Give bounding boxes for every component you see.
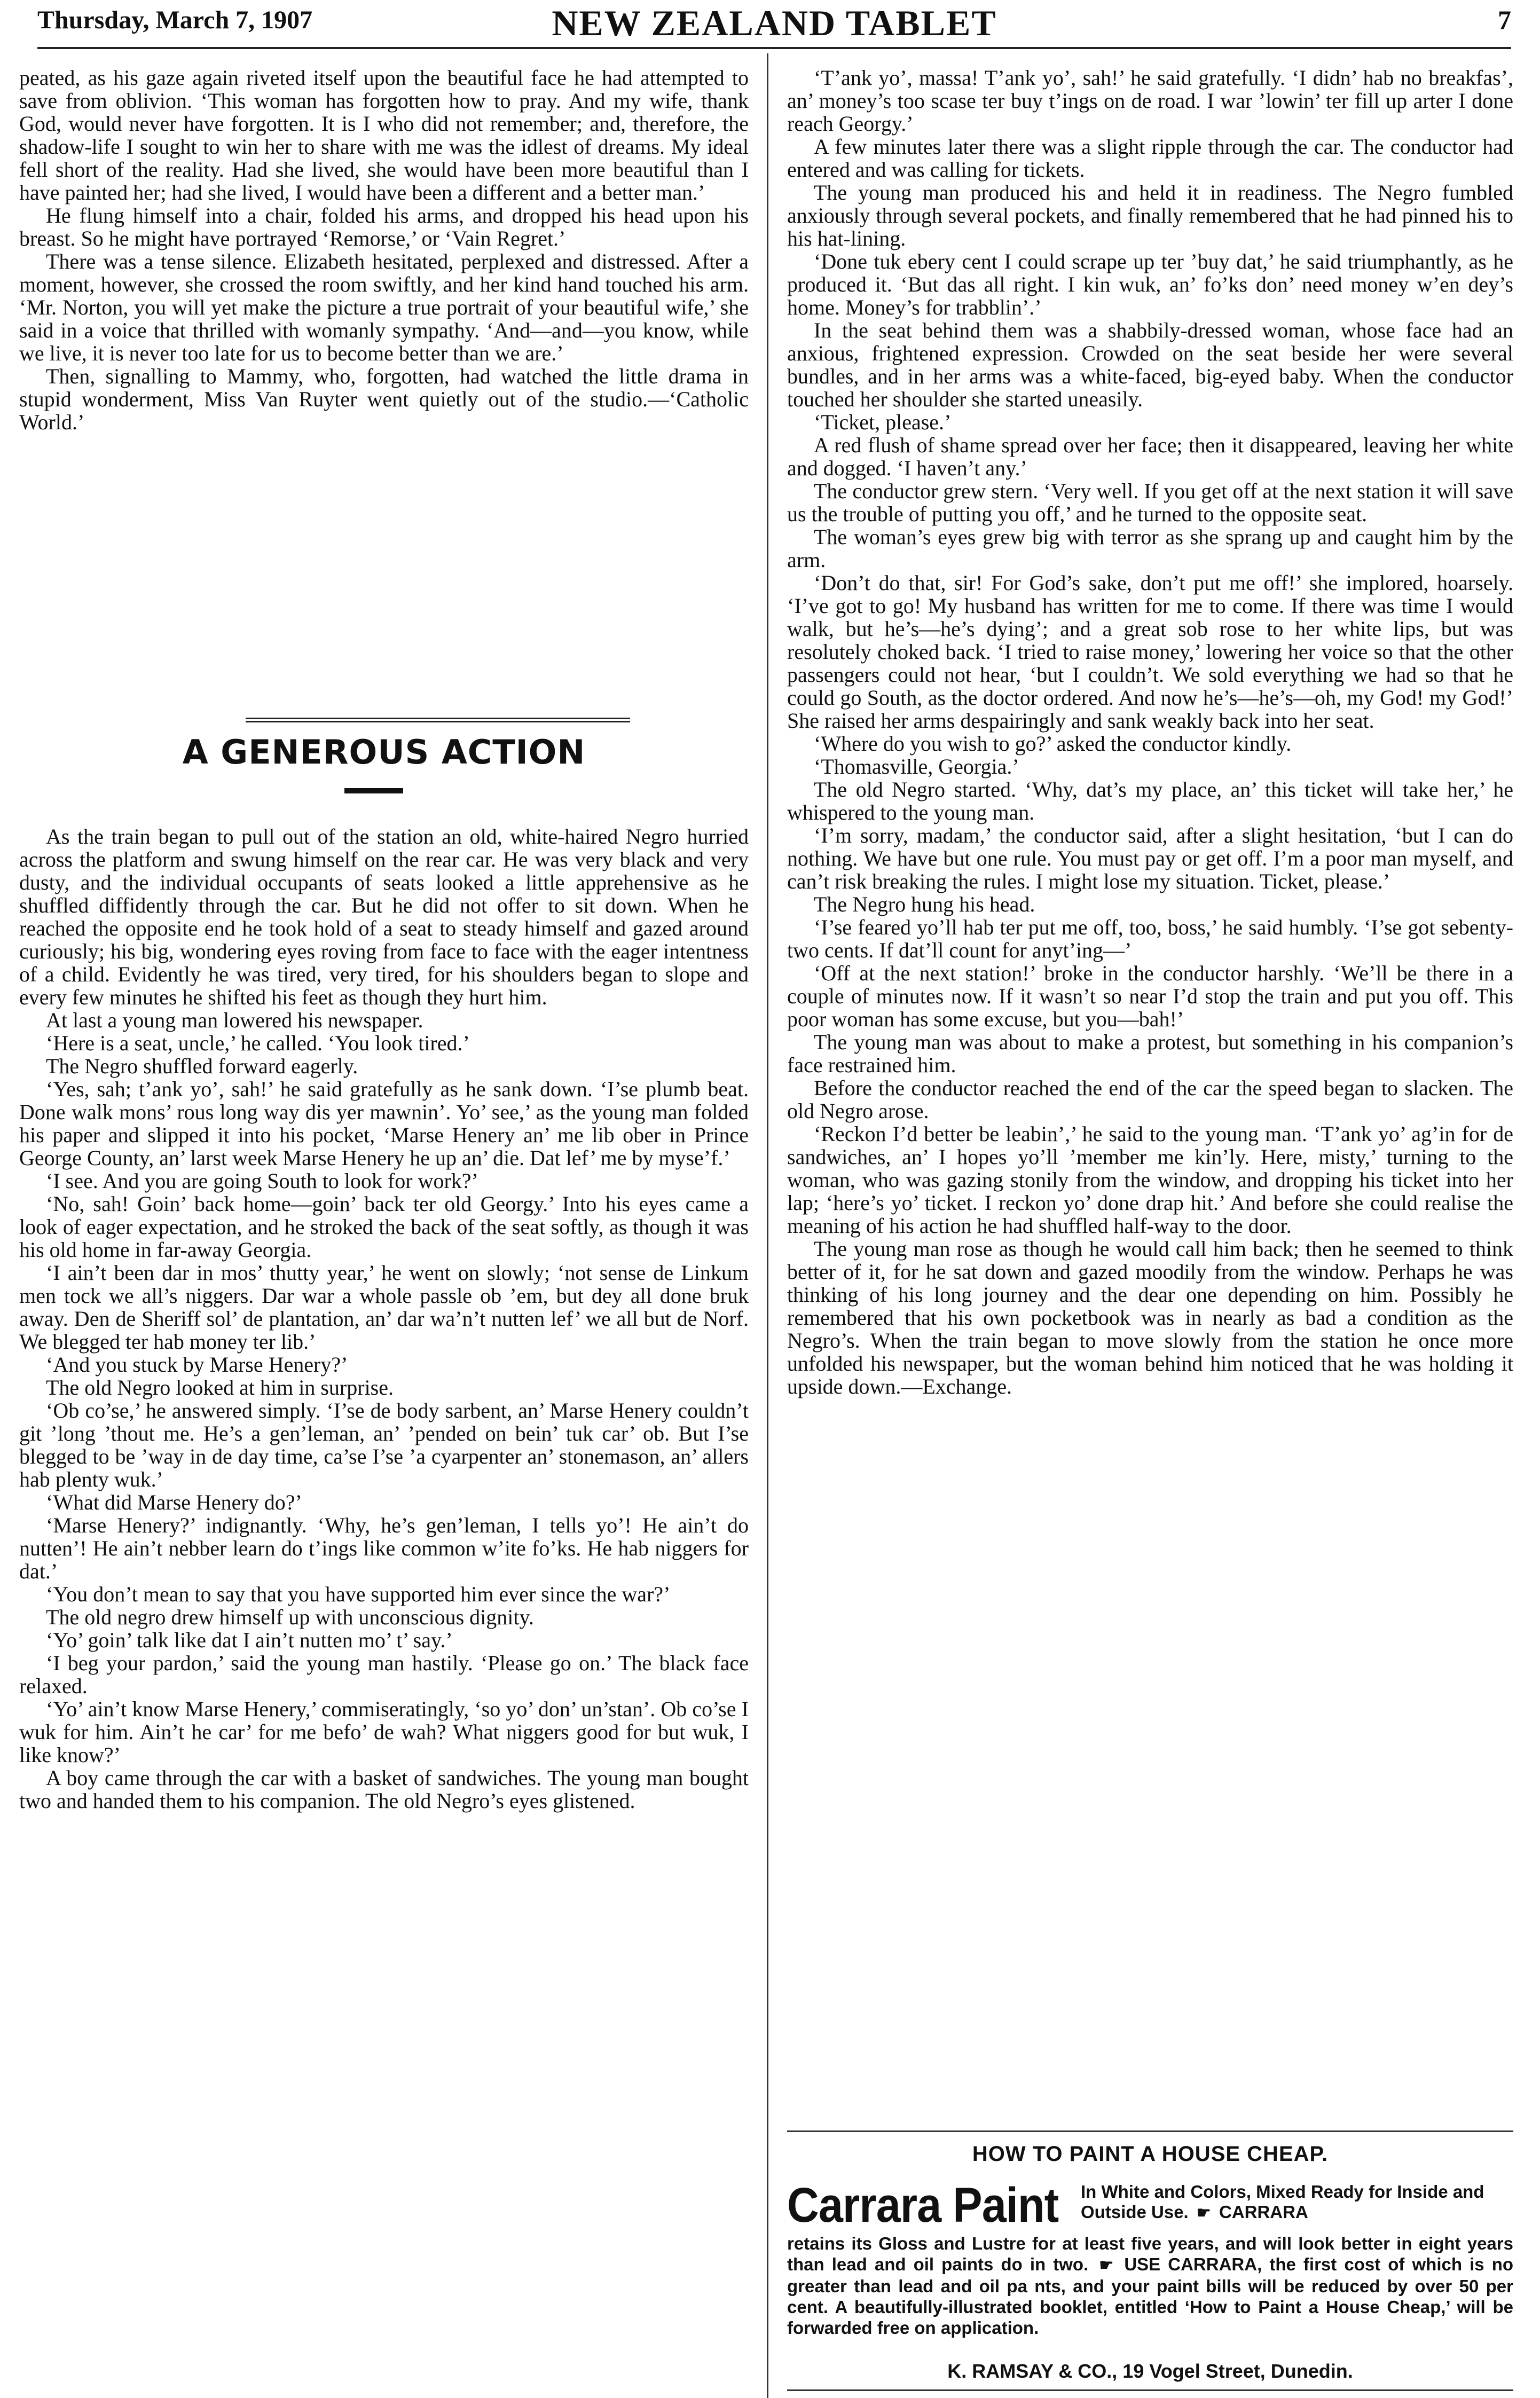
article-paragraph: The young man produced his and held it in readiness. The Negro fumbled anxiously through several pockets, and finally remembered that he had pinned his to his hat-lining. xyxy=(787,180,1513,250)
ad-body-2: USE CARRARA, the first cost of which is no greater than lead and oil pa nts, and your paint bills will be reduced by over 50 per cent. A beautifully-illustrated booklet, entitled ‘How to Paint a House Cheap,’ will be forwarded free on application. xyxy=(787,2254,1514,2338)
ad-heading: HOW TO PAINT A HOUSE CHEAP. xyxy=(972,2142,1329,2166)
article-paragraph: ‘Here is a seat, uncle,’ he called. ‘You look tired.’ xyxy=(46,1031,470,1055)
story-paragraph: Then, signalling to Mammy, who, forgotten, had watched the little drama in stupid wonderment, Miss Van Ruyter went quietly out of the studio.—‘Catholic World.’ xyxy=(19,364,749,434)
article-paragraph: ‘You don’t mean to say that you have supported him ever since the war?’ xyxy=(46,1582,671,1606)
article-paragraph: ‘Yo’ ain’t know Marse Henery,’ commiseratingly, ‘so yo’ don’ un’stan’. Ob co’se I wuk for him. Ain’t he car’ for me befo’ de wah? What niggers good for but wuk, I like know?’ xyxy=(19,1697,749,1767)
article-paragraph: ‘T’ank yo’, massa! T’ank yo’, sah!’ he said gratefully. ‘I didn’ hab no breakfas’, an’ money’s too scase ter buy t’ings on de road. I war ’lowin’ ter fill up arter I done reach Georgy.’ xyxy=(787,66,1513,136)
page-number: 7 xyxy=(1498,5,1511,35)
article-paragraph: ‘No, sah! Goin’ back home—goin’ back ter old Georgy.’ Into his eyes came a look of eager expectation, and he stroked the back of the seat softly, as though it was his old home in far-away Georgia. xyxy=(19,1192,749,1262)
article-paragraph: ‘Yes, sah; t’ank yo’, sah!’ he said gratefully as he sank down. ‘I’se plumb beat. Done walk mons’ rous long way dis yer mawnin’. Yo’ see,’ as the young man folded his paper and slipped it into his pocket, ‘Marse Henery an’ me lib ober in Prince George County, an’ larst week Marse Henery he up an’ die. Dat lef’ me by myse’f.’ xyxy=(19,1077,749,1170)
story-paragraph: peated, as his gaze again riveted itself upon the beautiful face he had attempted to save from oblivion. ‘This woman has forgotten how to pray. And my wife, thank God, would never have forgotten. It is I who did not remember; and, therefore, the shadow-life I sought to win her to share with me was the idlest of dreams. My ideal fell short of the reality. Had she lived, she would have been more beautiful than I have painted her; had she lived, I would have been a different and a better man.’ xyxy=(19,66,749,205)
article-paragraph: ‘I ain’t been dar in mos’ thutty year,’ he went on slowly; ‘not sense de Linkum men tock we all’s niggers. Dar war a whole passle ob ’em, but dey all done bruk away. Den de Sheriff sol’ de plantation, an’ dar wa’n’t nutten lef’ we all but de Norf. We blegged ter hab money ter lib.’ xyxy=(19,1261,749,1354)
ad-side-text-1: In White and Colors, Mixed Ready for Inside and Outside Use. xyxy=(1081,2182,1484,2222)
article-paragraph: At last a young man lowered his newspaper. xyxy=(46,1008,423,1032)
article-paragraph: ‘Where do you wish to go?’ asked the conductor kindly. xyxy=(814,732,1292,756)
headline-rule-top xyxy=(246,718,630,719)
article-paragraph: ‘I see. And you are going South to look for work?’ xyxy=(46,1169,478,1193)
story-paragraph: There was a tense silence. Elizabeth hesitated, perplexed and distressed. After a moment, however, she crossed the room swiftly, and her kind hand touched his arm. ‘Mr. Norton, you will yet make the picture a true portrait of your beautiful wife,’ she said in a voice that thrilled with womanly sympathy. ‘And—and—you know, while we live, it is never too late for us to become better than we are.’ xyxy=(19,249,749,365)
article-paragraph: ‘I’m sorry, madam,’ the conductor said, after a slight hesitation, ‘but I can do nothing. We have but one rule. You must pay or get off. I’m a poor man myself, and can’t risk breaking the rules. I might lose my situation. Ticket, please.’ xyxy=(787,823,1513,893)
ad-bottom-rule xyxy=(787,2389,1513,2391)
article-paragraph: A few minutes later there was a slight ripple through the car. The conductor had entered and was calling for tickets. xyxy=(787,135,1513,182)
article-paragraph: The young man rose as though he would call him back; then he seemed to think better of it, for he sat down and gazed moodily from the window. Perhaps he was thinking of his long journey and the dear one depending on him. Possibly he remembered that his own pocketbook was in nearly as bad a condition as the Negro’s. When the train began to move slowly from the station he once more unfolded his newspaper, but the woman behind him noticed that he was holding it upside down.—Exchange. xyxy=(787,1237,1513,1398)
article-paragraph: The old Negro started. ‘Why, dat’s my place, an’ this ticket will take her,’ he whispered to the young man. xyxy=(787,777,1513,824)
masthead-rule xyxy=(37,47,1511,49)
article-paragraph: As the train began to pull out of the station an old, white-haired Negro hurried across the platform and swung himself on the rear car. He was very black and very dusty, and the individual occupants of seats looked a little apprehensive as he shuffled diffidently through the car. But he did not offer to sit down. When he reached the opposite end he took hold of a seat to steady himself and gazed around curiously; his big, wondering eyes roving from face to face with the eager intentness of a child. Evidently he was tired, very tired, for his shoulders began to slope and every few minutes he shifted his feet as though they hurt him. xyxy=(19,824,749,1009)
article-column-1 xyxy=(19,825,749,1812)
article-paragraph: ‘I’se feared yo’ll hab ter put me off, too, boss,’ he said humbly. ‘I’se got sebenty-two cents. If dat’ll count for anyt’ing—’ xyxy=(787,915,1513,962)
article-paragraph: ‘Marse Henery?’ indignantly. ‘Why, he’s gen’leman, I tells yo’! He ain’t do nutten’! He ain’t nebber learn do t’ings like common w’ite fo’ks. He hab niggers for dat.’ xyxy=(19,1513,749,1583)
article-paragraph: ‘Don’t do that, sir! For God’s sake, don’t put me off!’ she implored, hoarsely. ‘I’ve got to go! My husband has written for me to come. If there was time I would walk, but he’s—he’s dying’; and a great sob rose to her white lips, but was resolutely choked back. ‘I tried to raise money,’ lowering her voice so that the other passengers could not hear, ‘but I couldn’t. We sold everything we had so that he could go South, as the doctor ordered. And now he’s—he’s—oh, my God! my God!’ She raised her arms despairingly and sank weakly back into her seat. xyxy=(787,571,1513,733)
article-paragraph: ‘Ticket, please.’ xyxy=(814,410,952,434)
ad-advertiser: K. RAMSAY & CO., 19 Vogel Street, Dunedin. xyxy=(947,2360,1353,2382)
article-paragraph: ‘Ob co’se,’ he answered simply. ‘I’se de body sarbent, an’ Marse Henery couldn’t git ’long ’thout me. He’s a gen’leman, an’ ’pended on bein’ tuk car’ ob. But I’se blegged to be ’way in de day time, ca’se I’se ’a cyarpenter an’ stonemason, an’ allers hab plenty wuk.’ xyxy=(19,1398,749,1491)
article-paragraph: The woman’s eyes grew big with terror as she sprang up and caught him by the arm. xyxy=(787,525,1513,572)
article-paragraph: ‘Off at the next station!’ broke in the conductor harshly. ‘We’ll be there in a couple of minutes now. If it wasn’t so near I’d stop the train and put you off. This poor woman has some excuse, but you—bah!’ xyxy=(787,961,1513,1031)
previous-story-ending xyxy=(19,66,749,434)
article-paragraph: The old negro drew himself up with unconscious dignity. xyxy=(46,1605,534,1629)
article-paragraph: A boy came through the car with a basket of sandwiches. The young man bought two and handed them to his companion. The old Negro’s eyes glistened. xyxy=(19,1766,749,1813)
issue-date: Thursday, March 7, 1907 xyxy=(37,6,313,34)
ad-body-text xyxy=(787,2233,1513,2338)
ad-brand-name: Carrara Paint xyxy=(787,2178,1059,2232)
ad-side-text-2: CARRARA xyxy=(1219,2202,1308,2222)
article-paragraph: The conductor grew stern. ‘Very well. If you get off at the next station it will save us the trouble of putting you off,’ and he turned to the opposite seat. xyxy=(787,479,1513,526)
pointing-hand-icon: ☛ xyxy=(1196,2204,1211,2222)
article-paragraph: A red flush of shame spread over her face; then it disappeared, leaving her white and dogged. ‘I haven’t any.’ xyxy=(787,433,1513,480)
article-column-2 xyxy=(787,66,1513,1398)
article-headline: A GENEROUS ACTION xyxy=(182,733,586,772)
article-paragraph: ‘And you stuck by Marse Henery?’ xyxy=(46,1353,348,1377)
article-paragraph: ‘Thomasville, Georgia.’ xyxy=(814,754,1019,779)
column-divider xyxy=(767,53,768,2398)
story-paragraph: He flung himself into a chair, folded his arms, and dropped his head upon his breast. So he might have portrayed ‘Remorse,’ or ‘Vain Regret.’ xyxy=(19,203,749,250)
article-paragraph: The Negro hung his head. xyxy=(814,892,1035,916)
article-paragraph: ‘What did Marse Henery do?’ xyxy=(46,1490,302,1514)
article-paragraph: ‘I beg your pardon,’ said the young man hastily. ‘Please go on.’ The black face relaxed. xyxy=(19,1651,749,1698)
ad-top-rule xyxy=(787,2130,1513,2132)
article-paragraph: The old Negro looked at him in surprise. xyxy=(46,1375,394,1400)
headline-ornament xyxy=(344,788,403,793)
masthead xyxy=(37,0,1511,51)
article-paragraph: Before the conductor reached the end of the car the speed began to slacken. The old Negro arose. xyxy=(787,1076,1513,1123)
ad-body-1: retains its Gloss and Lustre for at least five years, and will look better in eight years than lead and oil paints do in two. xyxy=(787,2234,1513,2274)
article-paragraph: ‘Reckon I’d better be leabin’,’ he said to the young man. ‘T’ank yo’ ag’in for de sandwiches, an’ I hopes yo’ll ’member me kin’ly. Here, misty,’ turning to the woman, who was gazing stonily from the window, and dropping his ticket into her lap; ‘here’s yo’ ticket. I reckon yo’ done drap hit.’ And before she could realise the meaning of his action he had shuffled half-way to the door. xyxy=(787,1122,1513,1238)
article-paragraph: ‘Yo’ goin’ talk like dat I ain’t nutten mo’ t’ say.’ xyxy=(46,1628,453,1652)
ad-side-text xyxy=(1081,2182,1513,2223)
headline-rule-top-double xyxy=(246,721,630,722)
article-paragraph: The Negro shuffled forward eagerly. xyxy=(46,1054,358,1078)
newspaper-title: NEW ZEALAND TABLET xyxy=(552,3,997,43)
article-paragraph: In the seat behind them was a shabbily-dressed woman, whose face had an anxious, frightened expression. Crowded on the seat beside her were several bundles, and in her arms was a white-faced, big-eyed baby. When the conductor touched her shoulder she started uneasily. xyxy=(787,318,1513,411)
article-paragraph: ‘Done tuk ebery cent I could scrape up ter ’buy dat,’ he said triumphantly, as he produced it. ‘But das all right. I kin wuk, an’ fo’ks don’ need money w’en dey’s home. Money’s for trabblin’.’ xyxy=(787,249,1513,319)
carrara-paint-advertisement xyxy=(787,2130,1513,2391)
article-paragraph: The young man was about to make a protest, but something in his companion’s face restrained him. xyxy=(787,1030,1513,1077)
pointing-hand-icon: ☛ xyxy=(1099,2257,1114,2274)
